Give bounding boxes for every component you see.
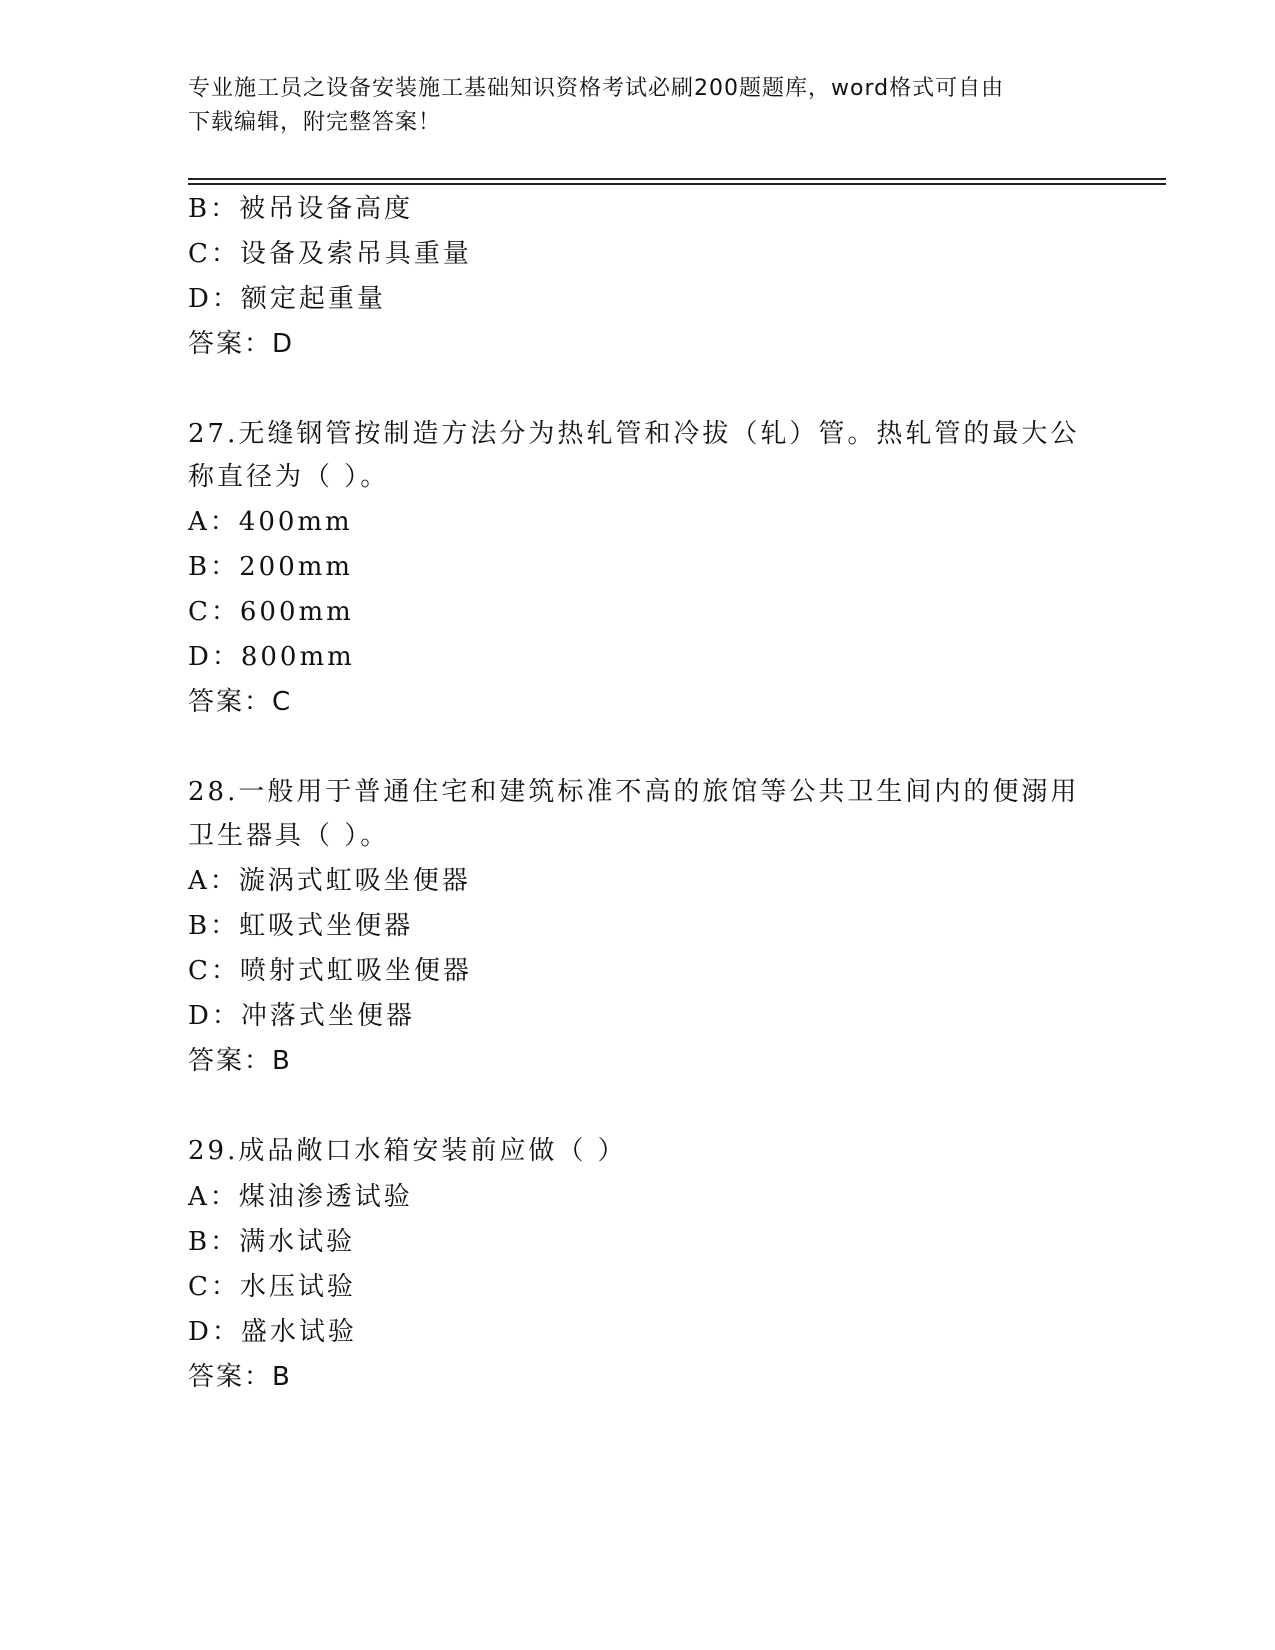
answer: 答案：D [188, 329, 295, 359]
answer: 答案：B [188, 1046, 292, 1076]
answer: 答案：B [188, 1362, 292, 1392]
question-stem-cont: 称直径为（ ）。 [188, 462, 390, 492]
question-stem-cont: 卫生器具（ ）。 [188, 821, 390, 851]
option-a: A：煤油渗透试验 [188, 1182, 413, 1212]
header-divider-top [188, 178, 1166, 180]
option-b: B：满水试验 [188, 1227, 356, 1257]
option-a: A：漩涡式虹吸坐便器 [188, 866, 471, 896]
option-d: D：800mm [188, 642, 355, 672]
option-d: D：盛水试验 [188, 1317, 357, 1347]
question-stem: 27.无缝钢管按制造方法分为热轧管和冷拔（轧）管。热轧管的最大公 [188, 419, 1080, 449]
option-c: C：喷射式虹吸坐便器 [188, 956, 472, 986]
answer: 答案：C [188, 687, 293, 717]
option-c: C：600mm [188, 597, 354, 627]
header-divider-bottom [188, 183, 1166, 185]
option-b: B：虹吸式坐便器 [188, 911, 414, 941]
option-b: B：200mm [188, 552, 354, 582]
document-header [188, 72, 1088, 140]
header-line-2: 下载编辑，附完整答案！ [188, 110, 442, 135]
option-a: A：400mm [188, 507, 353, 537]
option-c: C：水压试验 [188, 1272, 356, 1302]
question-stem: 29.成品敞口水箱安装前应做（ ） [188, 1136, 627, 1166]
header-line-1: 专业施工员之设备安装施工基础知识资格考试必刷200题题库，word格式可自由 [188, 76, 1005, 101]
option-c: C：设备及索吊具重量 [188, 239, 472, 269]
option-d: D：额定起重量 [188, 284, 386, 314]
option-b: B：被吊设备高度 [188, 194, 414, 224]
option-d: D：冲落式坐便器 [188, 1001, 415, 1031]
question-stem: 28.一般用于普通住宅和建筑标准不高的旅馆等公共卫生间内的便溺用 [188, 777, 1080, 807]
